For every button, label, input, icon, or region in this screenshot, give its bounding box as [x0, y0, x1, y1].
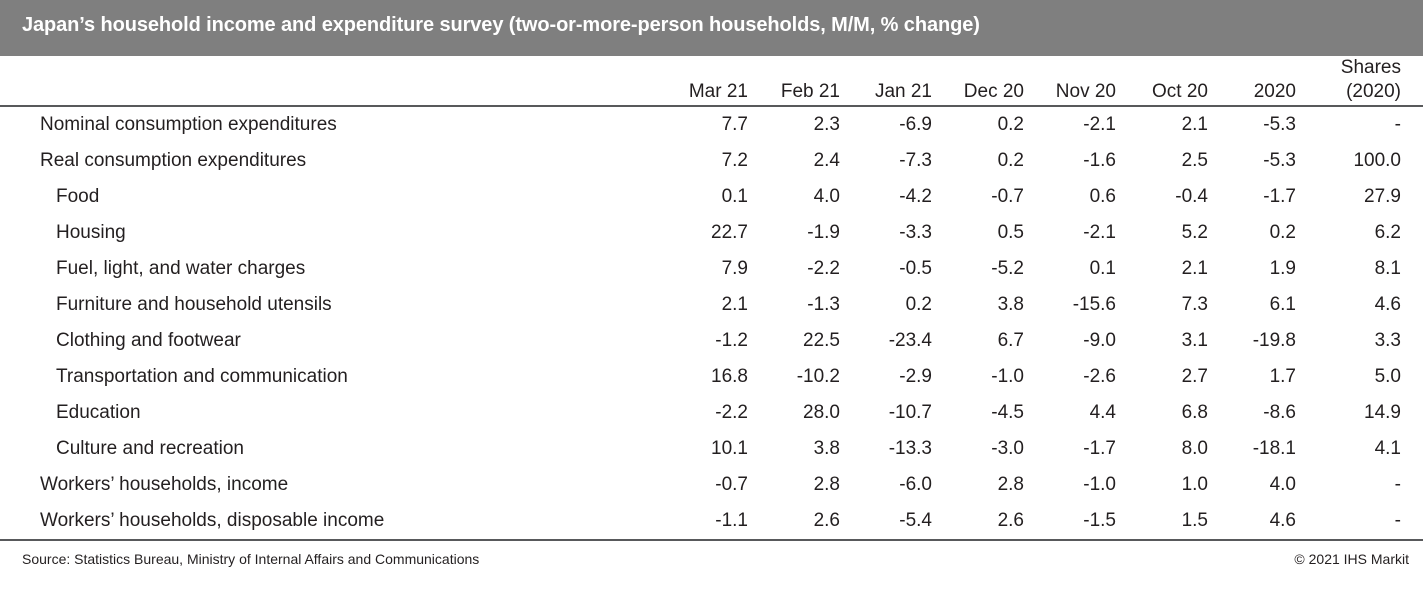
column-header-oct-20: Oct 20: [1116, 56, 1208, 106]
row-value: 27.9: [1364, 185, 1401, 207]
row-value: -7.3: [899, 149, 932, 171]
row-value: 7.3: [1181, 293, 1208, 315]
row-label: Workers’ households, income: [40, 473, 289, 495]
table-row: [0, 287, 1423, 323]
row-value: 2.6: [748, 503, 840, 540]
row-value: 1.0: [1181, 473, 1208, 495]
row-label: Transportation and communication: [56, 365, 348, 387]
row-value: 1.5: [1116, 503, 1208, 540]
row-value: 16.8: [711, 365, 748, 387]
row-value: -13.3: [888, 437, 932, 459]
row-value: 7.2: [721, 149, 748, 171]
row-value: 2.5: [1181, 149, 1208, 171]
row-value: -19.8: [1252, 329, 1296, 351]
row-label: Real consumption expenditures: [40, 149, 307, 171]
row-value: 5.2: [1181, 221, 1208, 243]
table-row: [0, 395, 1423, 431]
row-value: 100.0: [1353, 149, 1401, 171]
row-value: -15.6: [1072, 293, 1116, 315]
row-value: 1.7: [1269, 365, 1296, 387]
row-value: -: [1394, 113, 1401, 135]
table-row: [0, 323, 1423, 359]
column-header-2020: 2020: [1208, 56, 1296, 106]
row-value: 0.2: [997, 149, 1024, 171]
row-spacer: [1401, 323, 1423, 359]
table-row: [0, 503, 1423, 540]
table-row: [0, 467, 1423, 503]
row-spacer: [1401, 215, 1423, 251]
row-value: -1.7: [1083, 437, 1116, 459]
row-value: 4.6: [1208, 503, 1296, 540]
row-value: 4.0: [813, 185, 840, 207]
column-header-dec-20: Dec 20: [932, 56, 1024, 106]
row-spacer: [1401, 251, 1423, 287]
footer: [0, 541, 1423, 567]
row-value: -2.9: [899, 365, 932, 387]
row-value: 1.9: [1269, 257, 1296, 279]
row-value: 6.1: [1269, 293, 1296, 315]
source-note: Source: Statistics Bureau, Ministry of Internal Affairs and Communications: [22, 550, 480, 567]
table-row: [0, 431, 1423, 467]
row-value: 7.9: [721, 257, 748, 279]
row-value: 3.3: [1374, 329, 1401, 351]
row-value: 0.1: [1089, 257, 1116, 279]
row-value: -8.6: [1263, 401, 1296, 423]
table-row: [0, 251, 1423, 287]
row-value: 2.1: [721, 293, 748, 315]
table-row: [0, 106, 1423, 143]
row-value: -2.6: [1083, 365, 1116, 387]
row-label: Nominal consumption expenditures: [40, 113, 337, 135]
row-value: -10.7: [888, 401, 932, 423]
row-value: -9.0: [1083, 329, 1116, 351]
table-body: [0, 106, 1423, 540]
row-spacer: [1401, 503, 1423, 540]
row-value: 3.8: [997, 293, 1024, 315]
row-label: Housing: [56, 221, 126, 243]
row-value: -5.2: [991, 257, 1024, 279]
row-value: -0.7: [715, 473, 748, 495]
row-label: Food: [56, 185, 100, 207]
row-value: 8.0: [1181, 437, 1208, 459]
row-value: -4.2: [899, 185, 932, 207]
page-title: Japan’s household income and expenditure survey (two-or-more-person households, M/M, % change): [0, 0, 1423, 56]
row-value: 8.1: [1374, 257, 1401, 279]
table-header-row: [0, 56, 1423, 106]
row-spacer: [1401, 287, 1423, 323]
table-header: [0, 56, 1423, 106]
row-value: -1.7: [1263, 185, 1296, 207]
row-spacer: [1401, 359, 1423, 395]
row-spacer: [1401, 431, 1423, 467]
row-value: 6.7: [997, 329, 1024, 351]
row-value: -3.0: [991, 437, 1024, 459]
row-spacer: [1401, 395, 1423, 431]
row-value: -2.1: [1083, 113, 1116, 135]
row-spacer: [1401, 106, 1423, 143]
column-header-nov-20: Nov 20: [1024, 56, 1116, 106]
row-value: -1.5: [1024, 503, 1116, 540]
row-value: 0.5: [997, 221, 1024, 243]
row-value: 0.1: [721, 185, 748, 207]
row-spacer: [1401, 467, 1423, 503]
row-value: 4.6: [1374, 293, 1401, 315]
row-value: -1.0: [1083, 473, 1116, 495]
row-value: -1.0: [991, 365, 1024, 387]
row-value: -18.1: [1252, 437, 1296, 459]
row-value: 0.2: [905, 293, 932, 315]
row-value: 2.4: [813, 149, 840, 171]
table-row: [0, 143, 1423, 179]
row-spacer: [1401, 179, 1423, 215]
row-value: 6.2: [1374, 221, 1401, 243]
row-value: -3.3: [899, 221, 932, 243]
row-label: Culture and recreation: [56, 437, 244, 459]
row-value: 6.8: [1181, 401, 1208, 423]
row-value: -1.2: [715, 329, 748, 351]
row-value: -0.5: [899, 257, 932, 279]
row-value: -2.2: [807, 257, 840, 279]
row-value: 3.1: [1181, 329, 1208, 351]
row-value: 2.7: [1181, 365, 1208, 387]
row-label: Furniture and household utensils: [56, 293, 332, 315]
row-value: -: [1296, 503, 1401, 540]
row-value: -1.6: [1083, 149, 1116, 171]
row-value: 22.7: [711, 221, 748, 243]
household-survey-table: [0, 56, 1423, 541]
row-label: Clothing and footwear: [56, 329, 241, 351]
row-value: -5.4: [840, 503, 932, 540]
table-row: [0, 215, 1423, 251]
row-value: 2.3: [813, 113, 840, 135]
row-value: -6.0: [899, 473, 932, 495]
table-row: [0, 179, 1423, 215]
copyright-note: © 2021 IHS Markit: [1294, 550, 1409, 567]
row-value: 2.8: [813, 473, 840, 495]
row-spacer: [1401, 143, 1423, 179]
row-value: -: [1394, 473, 1401, 495]
row-value: 0.2: [1269, 221, 1296, 243]
row-value: -5.3: [1263, 113, 1296, 135]
row-value: 28.0: [803, 401, 840, 423]
column-header-feb-21: Feb 21: [748, 56, 840, 106]
row-value: 10.1: [711, 437, 748, 459]
row-value: -2.1: [1083, 221, 1116, 243]
row-value: -0.4: [1175, 185, 1208, 207]
row-label: Education: [56, 401, 141, 423]
column-header-mar-21: Mar 21: [656, 56, 748, 106]
row-label: Workers’ households, disposable income: [0, 503, 656, 540]
row-value: 2.6: [932, 503, 1024, 540]
row-value: -23.4: [888, 329, 932, 351]
column-header-spacer: [1401, 56, 1423, 106]
row-value: 14.9: [1364, 401, 1401, 423]
row-value: -10.2: [796, 365, 840, 387]
table-row: [0, 359, 1423, 395]
row-value: -4.5: [991, 401, 1024, 423]
row-value: 4.0: [1269, 473, 1296, 495]
row-value: 2.1: [1181, 113, 1208, 135]
row-value: 2.1: [1181, 257, 1208, 279]
row-value: -1.3: [807, 293, 840, 315]
column-header-label: [0, 56, 656, 106]
row-value: 4.4: [1089, 401, 1116, 423]
row-value: 22.5: [803, 329, 840, 351]
row-value: -6.9: [899, 113, 932, 135]
row-value: -1.9: [807, 221, 840, 243]
row-value: 3.8: [813, 437, 840, 459]
row-value: 7.7: [721, 113, 748, 135]
row-value: 4.1: [1374, 437, 1401, 459]
row-value: 0.2: [997, 113, 1024, 135]
row-value: 2.8: [997, 473, 1024, 495]
column-header-jan-21: Jan 21: [840, 56, 932, 106]
row-value: -1.1: [656, 503, 748, 540]
column-header-shares-2020: Shares (2020): [1296, 56, 1401, 106]
row-value: -0.7: [991, 185, 1024, 207]
row-label: Fuel, light, and water charges: [56, 257, 306, 279]
row-value: -2.2: [715, 401, 748, 423]
row-value: 5.0: [1374, 365, 1401, 387]
row-value: -5.3: [1263, 149, 1296, 171]
row-value: 0.6: [1089, 185, 1116, 207]
